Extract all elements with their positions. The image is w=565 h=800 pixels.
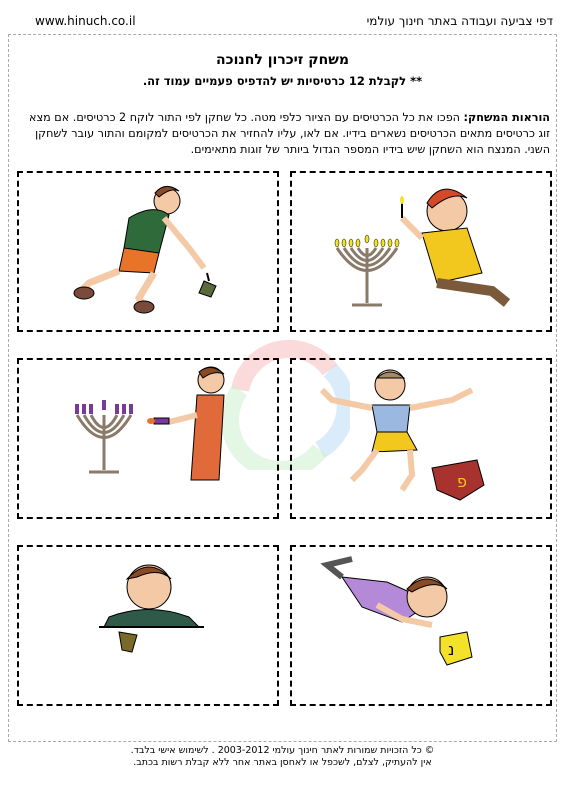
print-note: ** לקבלת 12 כרטיסיות יש להדפיס פעמיים עמוד זה. xyxy=(142,74,423,88)
copyright-line-1: © כל הזכויות שמורות לאתר חינוך עולמי 2003-2012 . לשימוש אישי בלבד. xyxy=(130,745,435,756)
dreidel-letter: פ xyxy=(457,472,467,491)
boy-with-candle-and-menorah-illustration xyxy=(19,360,277,517)
boy-jumping-with-dreidel-illustration xyxy=(292,360,550,517)
memory-card[interactable] xyxy=(17,358,279,519)
boy-lighting-menorah-illustration xyxy=(292,173,550,330)
top-bar xyxy=(0,0,565,34)
site-tagline: דפי צביעה ועבודה באתר חינוך עולמי xyxy=(366,14,553,28)
boy-lying-with-dreidel-illustration xyxy=(292,547,550,704)
site-url[interactable]: www.hinuch.co.il xyxy=(35,14,136,28)
copyright-footer xyxy=(0,745,565,769)
memory-card[interactable] xyxy=(290,171,552,332)
memory-card[interactable] xyxy=(290,545,552,706)
page-title: משחק זיכרון לחנוכה xyxy=(216,52,349,68)
boy-spinning-dreidel-illustration xyxy=(19,173,277,330)
instructions-label: הוראות המשחק: xyxy=(463,111,550,124)
boy-watching-dreidel-illustration xyxy=(19,547,277,704)
memory-card[interactable] xyxy=(17,545,279,706)
instructions-text: הפכו את כל הכרטיסים עם הציור כלפי מטה. כל שחקן לפי התור לוקח 2 כרטיסים. אם מצא זוג כרטיסים מתאים הכרטיסים נשארים בידיו. אם לאו, עליו להחזיר את הכרטיסים למקומם והתור עובר לשחקן השני. המנצח הוא השחקן שיש בידיו המספר הגדול ביותר של זוגות מתאימים. xyxy=(29,111,550,156)
dreidel-letter: נ xyxy=(448,640,455,659)
memory-card[interactable] xyxy=(290,358,552,519)
copyright-line-2: אין להעתיק, לצלם, לשכפל או לאחסן באתר אחר ללא קבלת רשות בכתב. xyxy=(133,757,432,768)
memory-card[interactable] xyxy=(17,171,279,332)
game-instructions xyxy=(20,110,550,158)
